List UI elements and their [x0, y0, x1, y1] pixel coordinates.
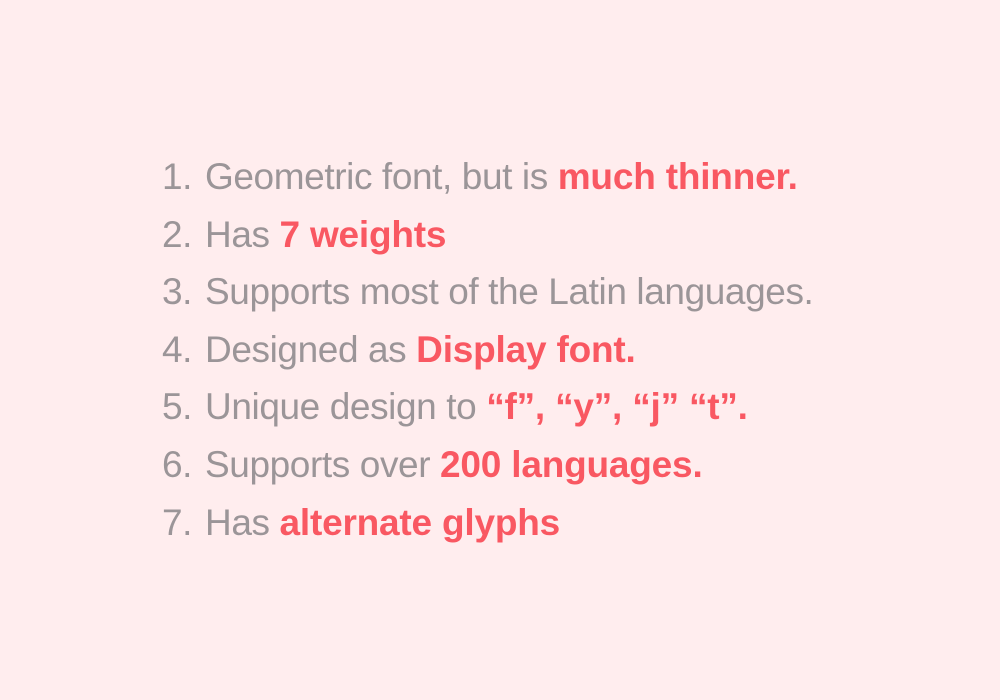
list-item: [158, 148, 813, 206]
list-item-prefix: Geometric font, but is: [205, 156, 558, 197]
list-item-text: [205, 378, 748, 436]
list-item-prefix: Has: [205, 213, 280, 255]
list-item-number: 1.: [161, 156, 192, 197]
list-item-highlight: much thinner.: [557, 156, 798, 197]
list-item-text: [205, 148, 798, 206]
list-item-prefix: Designed as: [205, 328, 417, 370]
list-item-text: [205, 436, 703, 494]
list-item-text: [205, 494, 560, 552]
list-item-prefix: Has: [205, 501, 280, 543]
font-feature-list: [158, 148, 813, 551]
list-item-number: 2.: [161, 213, 192, 255]
list-item: [158, 378, 813, 436]
list-item-highlight: 200 languages.: [440, 443, 703, 485]
list-item: [158, 321, 813, 379]
list-item-text: [205, 263, 813, 321]
list-item-prefix: Supports most of the Latin languages.: [205, 271, 814, 313]
list-item-number: 7.: [161, 501, 192, 543]
list-item-prefix: Unique design to: [205, 386, 487, 428]
list-item-number: 4.: [161, 328, 192, 370]
list-item-highlight: 7 weights: [279, 213, 447, 255]
list-item-text: [205, 321, 636, 379]
list-item: [158, 494, 813, 552]
list-item: [158, 206, 813, 264]
list-item-highlight: Display font.: [416, 328, 636, 370]
list-item-highlight: “f”, “y”, “j” “t”.: [486, 386, 748, 428]
list-item-number: 6.: [161, 443, 192, 485]
list-item-number: 3.: [161, 271, 192, 313]
list-item-prefix: Supports over: [205, 443, 441, 485]
list-item: [158, 263, 813, 321]
list-item-text: [205, 206, 446, 264]
list-item: [158, 436, 813, 494]
list-item-number: 5.: [161, 386, 192, 428]
list-item-highlight: alternate glyphs: [279, 501, 561, 543]
